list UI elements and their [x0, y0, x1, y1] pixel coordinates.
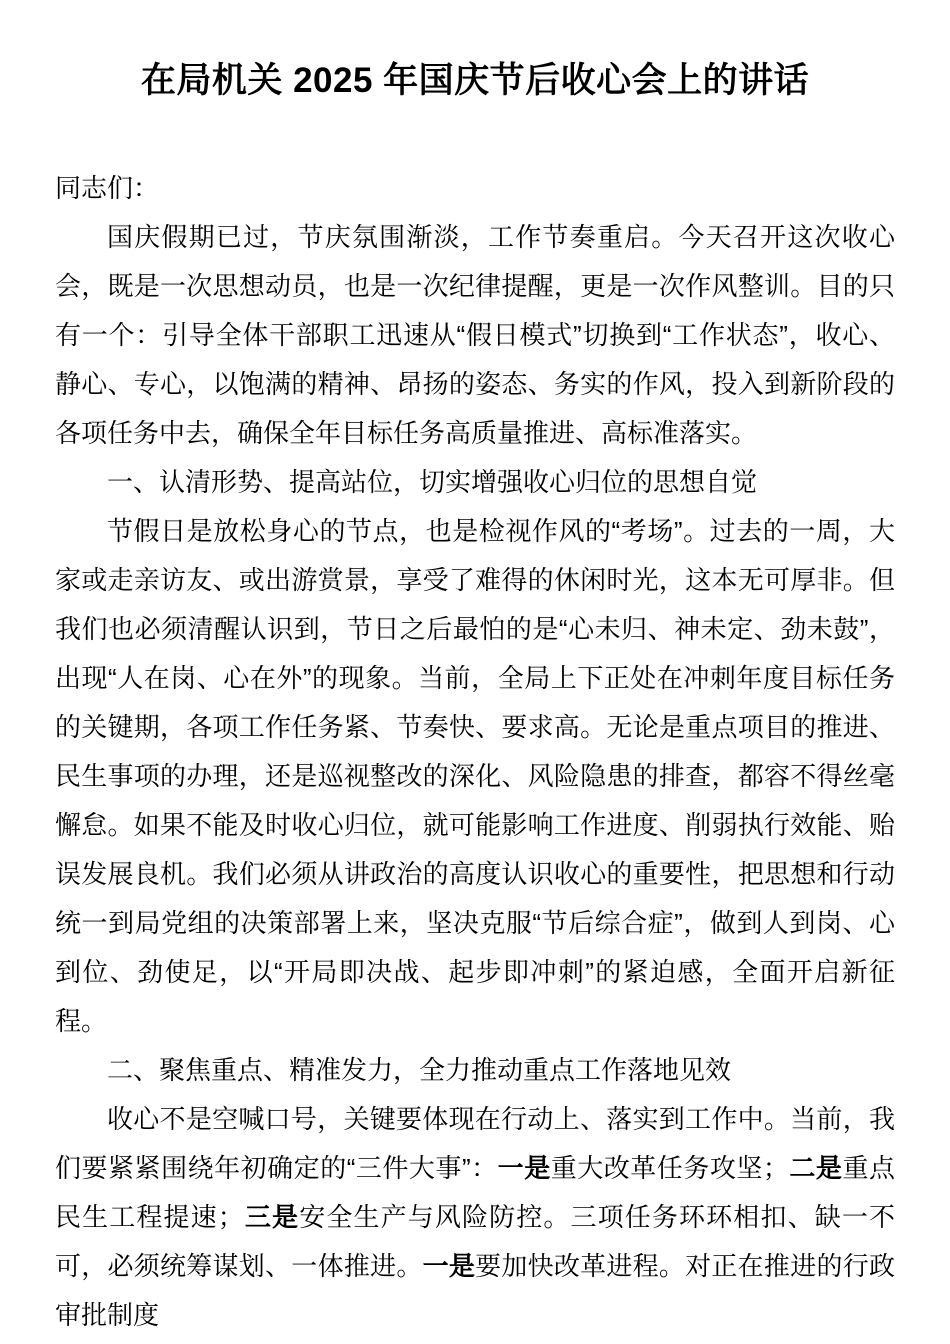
- document-blocks: [55, 213, 895, 1340]
- opening-paragraph: 国庆假期已过，节庆氛围渐淡，工作节奏重启。今天召开这次收心会，既是一次思想动员，也是一次纪律提醒，更是一次作风整训。目的只有一个：引导全体干部职工迅速从“假日模式”切换到“工作状态”，收心、静心、专心，以饱满的精神、昂扬的姿态、务实的作风，投入到新阶段的各项任务中去，确保全年目标任务高质量推进、高标准落实。: [55, 222, 895, 448]
- section-heading-two: 二、聚焦重点、精准发力，全力推动重点工作落地见效: [107, 1055, 732, 1085]
- document-body: [55, 0, 895, 1340]
- section-two-paragraph: [55, 1095, 895, 1340]
- page-title: 在局机关 2025 年国庆节后收心会上的讲话: [140, 61, 810, 100]
- emphasis-run: 一是: [422, 1251, 476, 1281]
- text-run: 收心不是空喊口号，关键要体现在行动上、落实到工作中。当前，我们要紧紧围绕年初确定的“三件大事”：: [55, 1104, 895, 1183]
- text-run: 重大改革任务攻坚；: [550, 1153, 789, 1183]
- section-heading-one: 一、认清形势、提高站位，切实增强收心归位的思想自觉: [107, 467, 758, 497]
- emphasis-run: 二是: [788, 1153, 843, 1183]
- text-run: 要加快改革进程。对正在推进的行政审批制度: [55, 1251, 895, 1330]
- section-one-paragraph: 节假日是放松身心的节点，也是检视作风的“考场”。过去的一周，大家或走亲访友、或出游赏景，享受了难得的休闲时光，这本无可厚非。但我们也必须清醒认识到，节日之后最怕的是“心未归、神未定、劲未鼓”，出现“人在岗、心在外”的现象。当前，全局上下正处在冲刺年度目标任务的关键期，各项工作任务紧、节奏快、要求高。无论是重点项目的推进、民生事项的办理，还是巡视整改的深化、风险隐患的排查，都容不得丝毫懈怠。如果不能及时收心归位，就可能影响工作进度、削弱执行效能、贻误发展良机。我们必须从讲政治的高度认识收心的重要性，把思想和行动统一到局党组的决策部署上来，坚决克服“节后综合症”，做到人到岗、心到位、劲使足，以“开局即决战、起步即冲刺”的紧迫感，全面开启新征程。: [55, 516, 895, 1036]
- emphasis-run: 三是: [243, 1202, 300, 1232]
- emphasis-run: 一是: [497, 1153, 551, 1183]
- text-run: 安全生产与风险防控。三项任务环环相扣、缺一不可，必须统筹谋划、一体推进。: [55, 1202, 895, 1281]
- salutation: 同志们：: [55, 173, 160, 203]
- text-run: 重点民生工程提速；: [55, 1153, 895, 1232]
